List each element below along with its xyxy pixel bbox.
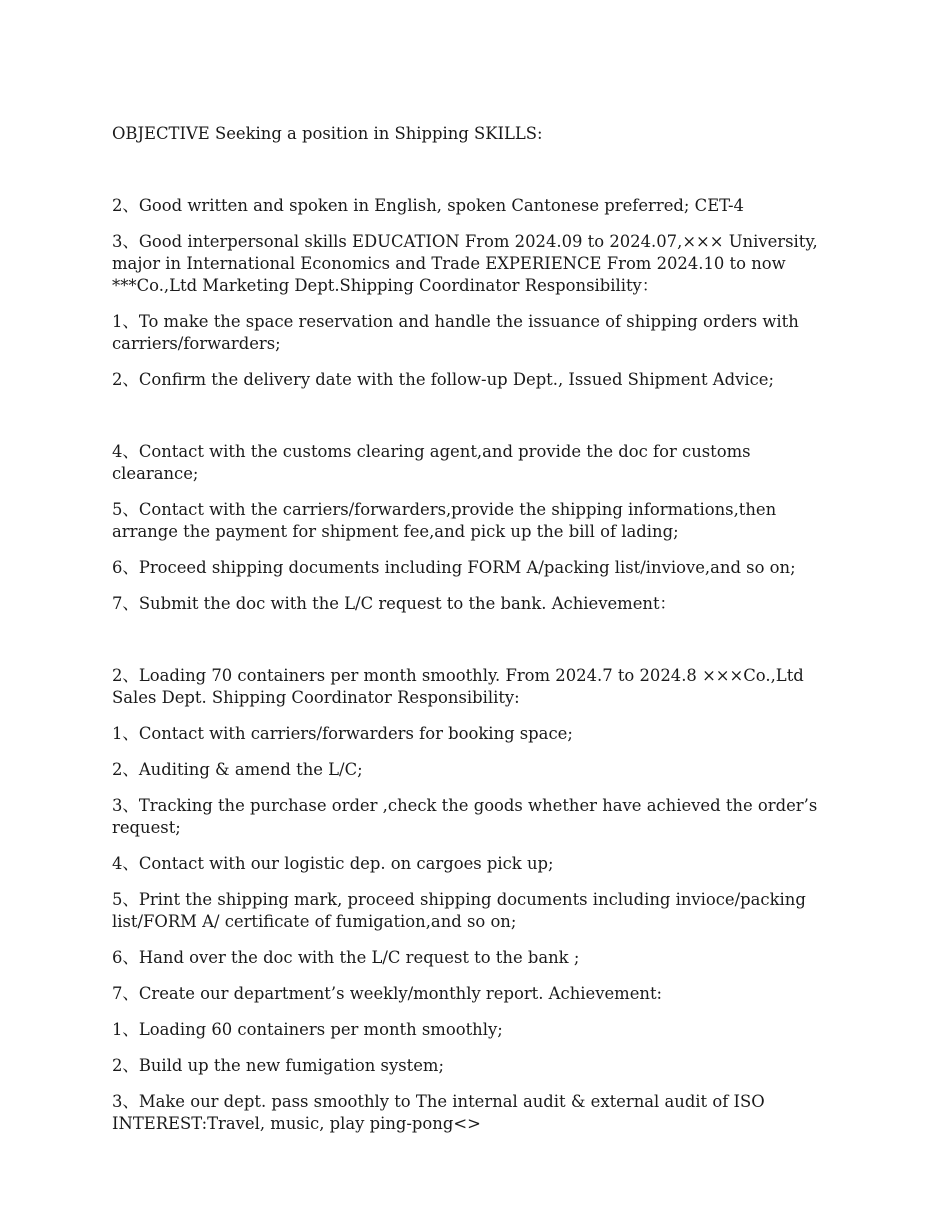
blank-line: [112, 629, 834, 651]
blank-line: [112, 159, 834, 181]
blank-line: [112, 405, 834, 427]
paragraph-responsibility-1: 1、To make the space reservation and handle the issuance of shipping orders with carriers/forwarders;: [112, 312, 799, 353]
paragraph-responsibility-2: 2、Confirm the delivery date with the follow-up Dept., Issued Shipment Advice;: [112, 370, 775, 389]
paragraph-sales-achievement-2: 2、Build up the new fumigation system;: [112, 1056, 444, 1075]
paragraph-sales-responsibility-5: 5、Print the shipping mark, proceed shipping documents including invioce/packing list/FORM A/ certificate of fumigation,and so on;: [112, 890, 806, 931]
paragraph-sales-achievement-1: 1、Loading 60 containers per month smoothly;: [112, 1020, 503, 1039]
paragraph-sales-achievement-3-interest: 3、Make our dept. pass smoothly to The internal audit & external audit of ISO INTEREST:Travel, music, play ping-pong<>: [112, 1092, 765, 1133]
paragraph-skill-interpersonal-education-experience: 3、Good interpersonal skills EDUCATION From 2024.09 to 2024.07,××× University, major in International Economics and Trade EXPERIENCE From 2024.10 to now ***Co.,Ltd Marketing Dept.Shipping Coordinator Responsibility：: [112, 232, 818, 295]
paragraph-sales-responsibility-1: 1、Contact with carriers/forwarders for booking space;: [112, 724, 573, 743]
paragraph-responsibility-4: 4、Contact with the customs clearing agent,and provide the doc for customs clearance;: [112, 442, 751, 483]
paragraph-sales-responsibility-2: 2、Auditing & amend the L/C;: [112, 760, 363, 779]
paragraph-responsibility-7: 7、Submit the doc with the L/C request to the bank. Achievement：: [112, 594, 676, 613]
document-body: [112, 123, 834, 1149]
paragraph-sales-responsibility-6: 6、Hand over the doc with the L/C request to the bank ;: [112, 948, 580, 967]
paragraph-sales-responsibility-3: 3、Tracking the purchase order ,check the goods whether have achieved the order’s request;: [112, 796, 818, 837]
paragraph-sales-responsibility-4: 4、Contact with our logistic dep. on cargoes pick up;: [112, 854, 554, 873]
paragraph-responsibility-5: 5、Contact with the carriers/forwarders,provide the shipping informations,then arrange the payment for shipment fee,and pick up the bill of lading;: [112, 500, 777, 541]
paragraph-objective-skills: OBJECTIVE Seeking a position in Shipping SKILLS:: [112, 124, 543, 143]
paragraph-skill-english: 2、Good written and spoken in English, spoken Cantonese preferred; CET-4: [112, 196, 744, 215]
paragraph-responsibility-6: 6、Proceed shipping documents including FORM A/packing list/inviove,and so on;: [112, 558, 796, 577]
paragraph-sales-responsibility-7: 7、Create our department’s weekly/monthly report. Achievement:: [112, 984, 663, 1003]
paragraph-achievement-2-sales-dept: 2、Loading 70 containers per month smoothly. From 2024.7 to 2024.8 ×××Co.,Ltd Sales Dept. Shipping Coordinator Responsibility:: [112, 666, 804, 707]
